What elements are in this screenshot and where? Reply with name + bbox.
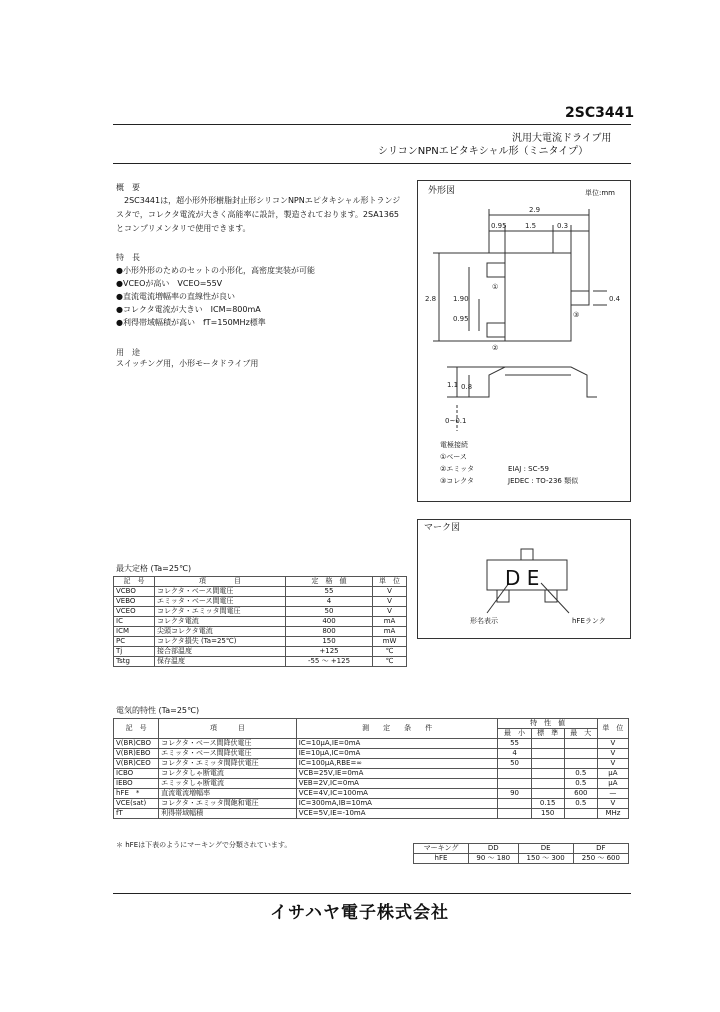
table-row bbox=[114, 617, 407, 627]
overview-heading: 概 要 bbox=[116, 183, 140, 192]
cell: VEBO bbox=[114, 597, 155, 607]
feature-item: ●利得帯域幅積が高い fT=150MHz標準 bbox=[116, 318, 266, 327]
cell: V(BR)CEO bbox=[114, 759, 159, 769]
cell: IEBO bbox=[114, 779, 159, 789]
cell: コレクタ・ベース間降伏電圧 bbox=[159, 739, 297, 749]
dim-h1: 1.90 bbox=[453, 295, 469, 303]
dim-width: 2.9 bbox=[529, 206, 541, 214]
header-cell: 項 目 bbox=[155, 577, 286, 587]
cell: ℃ bbox=[373, 647, 407, 657]
table-row bbox=[114, 657, 407, 667]
cell: Tj bbox=[114, 647, 155, 657]
cell: μA bbox=[597, 779, 628, 789]
cell: 利得帯域幅積 bbox=[159, 809, 297, 819]
table-row bbox=[414, 854, 629, 864]
cell: VCE=4V,IC=100mA bbox=[296, 789, 498, 799]
features-heading: 特 長 bbox=[116, 253, 140, 262]
subheader-cell: 標 準 bbox=[531, 729, 564, 739]
legend-item: ①ベース bbox=[440, 453, 467, 461]
cell: コレクタ損失 (Ta=25℃) bbox=[155, 637, 286, 647]
feature-item: ●小形外形のためのセットの小形化，高密度実装が可能 bbox=[116, 266, 315, 275]
cell: V bbox=[597, 749, 628, 759]
cell bbox=[531, 779, 564, 789]
dim-side3: 0~0.1 bbox=[445, 417, 467, 425]
applications-heading: 用 途 bbox=[116, 348, 140, 357]
cell: IC=100μA,RBE=∞ bbox=[296, 759, 498, 769]
elec-table bbox=[113, 718, 629, 819]
cell: 400 bbox=[286, 617, 373, 627]
header-cell: マーキング bbox=[414, 844, 469, 854]
marking-table bbox=[413, 843, 629, 864]
cell: 50 bbox=[286, 607, 373, 617]
cell: VCBO bbox=[114, 587, 155, 597]
cell bbox=[531, 749, 564, 759]
cell: 250 ～ 600 bbox=[573, 854, 628, 864]
cell: IE=10μA,IC=0mA bbox=[296, 749, 498, 759]
pin-2: ② bbox=[492, 344, 499, 352]
cell: 150 bbox=[531, 809, 564, 819]
subtitle-2: シリコンNPNエピタキシャル形（ミニタイプ） bbox=[378, 146, 589, 157]
legend-title: 電極接続 bbox=[440, 441, 468, 449]
cell: 600 bbox=[564, 789, 597, 799]
hfe-note: ＊ hFEは下表のようにマーキングで分類されています。 bbox=[116, 841, 292, 849]
cell: コレクタ・エミッタ間降伏電圧 bbox=[159, 759, 297, 769]
part-number: 2SC3441 bbox=[565, 105, 635, 121]
table-row bbox=[114, 627, 407, 637]
applications-text: スイッチング用，小形モータドライブ用 bbox=[116, 359, 259, 368]
cell: コレクタ・エミッタ間飽和電圧 bbox=[159, 799, 297, 809]
footer-rule bbox=[113, 893, 631, 894]
cell bbox=[498, 809, 531, 819]
cell: VEB=2V,IC=0mA bbox=[296, 779, 498, 789]
cell: IC=300mA,IB=10mA bbox=[296, 799, 498, 809]
cell: V bbox=[373, 607, 407, 617]
jedec-standard: JEDEC : TO-236 類似 bbox=[508, 477, 579, 485]
table-row bbox=[114, 597, 407, 607]
header-cell: DE bbox=[518, 844, 573, 854]
cell: +125 bbox=[286, 647, 373, 657]
cell bbox=[564, 749, 597, 759]
cell: 保存温度 bbox=[155, 657, 286, 667]
eiaj-standard: EIAJ : SC-59 bbox=[508, 465, 549, 473]
cell: 150 ～ 300 bbox=[518, 854, 573, 864]
pin-1: ① bbox=[492, 283, 499, 291]
cell: 800 bbox=[286, 627, 373, 637]
cell: IC bbox=[114, 617, 155, 627]
header-cell: DD bbox=[469, 844, 519, 854]
table-header-row bbox=[114, 577, 407, 587]
cell: 55 bbox=[286, 587, 373, 597]
cell: mW bbox=[373, 637, 407, 647]
dim-height: 2.8 bbox=[425, 295, 437, 303]
cell: エミッタ・ベース間降伏電圧 bbox=[159, 749, 297, 759]
table-row bbox=[114, 607, 407, 617]
table-row bbox=[114, 759, 629, 769]
table-row bbox=[114, 749, 629, 759]
cell: VCE(sat) bbox=[114, 799, 159, 809]
table-row bbox=[114, 779, 629, 789]
cell: 0.5 bbox=[564, 769, 597, 779]
header-cell: 測 定 条 件 bbox=[296, 719, 498, 739]
cell: 150 bbox=[286, 637, 373, 647]
cell bbox=[531, 769, 564, 779]
cell bbox=[531, 759, 564, 769]
outline-drawing bbox=[417, 195, 629, 445]
table-row bbox=[114, 587, 407, 597]
outline-unit: 単位:mm bbox=[585, 189, 615, 197]
dim-side2: 0.8 bbox=[461, 383, 473, 391]
cell: エミッタ・ベース間電圧 bbox=[155, 597, 286, 607]
cell: VCEO bbox=[114, 607, 155, 617]
cell bbox=[564, 739, 597, 749]
feature-item: ●VCEOが高い VCEO=55V bbox=[116, 279, 223, 288]
cell: -55 ～ +125 bbox=[286, 657, 373, 667]
cell: fT bbox=[114, 809, 159, 819]
cell bbox=[564, 759, 597, 769]
mark-chars: D E bbox=[505, 566, 540, 590]
cell: V bbox=[373, 587, 407, 597]
max-ratings-table bbox=[113, 576, 407, 667]
pin-3: ③ bbox=[573, 311, 580, 319]
company-name: イサハヤ電子株式会社 bbox=[270, 903, 449, 923]
dim-pitch2: 1.5 bbox=[525, 222, 537, 230]
cell: V(BR)CBO bbox=[114, 739, 159, 749]
subtitle-1: 汎用大電流ドライブ用 bbox=[512, 133, 612, 144]
header-cell: 単 位 bbox=[373, 577, 407, 587]
cell: VCE=5V,IE=-10mA bbox=[296, 809, 498, 819]
cell: hFE bbox=[414, 854, 469, 864]
cell: μA bbox=[597, 769, 628, 779]
cell: PC bbox=[114, 637, 155, 647]
cell: コレクタ電流 bbox=[155, 617, 286, 627]
mark-title: マーク図 bbox=[424, 523, 461, 533]
cell: hFE * bbox=[114, 789, 159, 799]
cell: IC=10μA,IE=0mA bbox=[296, 739, 498, 749]
table-row bbox=[114, 809, 629, 819]
header-cell: 項 目 bbox=[159, 719, 297, 739]
cell bbox=[564, 809, 597, 819]
cell: 0.5 bbox=[564, 799, 597, 809]
dim-pitch1: 0.95 bbox=[491, 222, 507, 230]
cell bbox=[498, 769, 531, 779]
outline-title: 外形図 bbox=[428, 186, 456, 196]
cell: V bbox=[597, 759, 628, 769]
cell bbox=[498, 779, 531, 789]
max-ratings-title: 最大定格 (Ta=25℃) bbox=[116, 564, 192, 573]
header-cell: 定 格 値 bbox=[286, 577, 373, 587]
cell: — bbox=[597, 789, 628, 799]
cell: コレクタ・ベース間電圧 bbox=[155, 587, 286, 597]
cell: V(BR)EBO bbox=[114, 749, 159, 759]
table-row bbox=[114, 637, 407, 647]
cell: 90 ～ 180 bbox=[469, 854, 519, 864]
cell: 4 bbox=[286, 597, 373, 607]
legend-item: ②エミッタ bbox=[440, 465, 475, 473]
cell bbox=[531, 789, 564, 799]
cell: ICM bbox=[114, 627, 155, 637]
feature-item: ●コレクタ電流が大きい ICM=800mA bbox=[116, 305, 261, 314]
dim-pitch3: 0.3 bbox=[557, 222, 569, 230]
cell: 接合部温度 bbox=[155, 647, 286, 657]
overview-line: スタで，コレクタ電流が大きく高能率に設計，製造されております。2SA1365 bbox=[116, 210, 400, 219]
header-rule-2 bbox=[113, 163, 631, 164]
header-cell: 特 性 値 bbox=[498, 719, 597, 729]
dim-side1: 1.1 bbox=[447, 381, 459, 389]
cell: V bbox=[597, 799, 628, 809]
header-cell: 記 号 bbox=[114, 719, 159, 739]
dim-lead: 0.4 bbox=[609, 295, 621, 303]
cell: mA bbox=[373, 627, 407, 637]
mark-label-right: hFEランク bbox=[572, 617, 606, 625]
table-row bbox=[114, 647, 407, 657]
table-row bbox=[114, 769, 629, 779]
cell: 0.5 bbox=[564, 779, 597, 789]
cell: 4 bbox=[498, 749, 531, 759]
cell: コレクタ・エミッタ間電圧 bbox=[155, 607, 286, 617]
cell: MHz bbox=[597, 809, 628, 819]
table-header-row bbox=[114, 719, 629, 729]
cell: V bbox=[597, 739, 628, 749]
mark-label-left: 形名表示 bbox=[470, 617, 498, 625]
cell: 50 bbox=[498, 759, 531, 769]
cell: V bbox=[373, 597, 407, 607]
cell bbox=[498, 799, 531, 809]
header-rule bbox=[113, 124, 631, 125]
feature-item: ●直流電流増幅率の直線性が良い bbox=[116, 292, 235, 301]
cell: ℃ bbox=[373, 657, 407, 667]
dim-h2: 0.95 bbox=[453, 315, 469, 323]
table-row bbox=[114, 789, 629, 799]
table-header-row bbox=[414, 844, 629, 854]
cell: 55 bbox=[498, 739, 531, 749]
cell: mA bbox=[373, 617, 407, 627]
legend-item: ③コレクタ bbox=[440, 477, 474, 485]
subheader-cell: 最 小 bbox=[498, 729, 531, 739]
elec-title: 電気的特性 (Ta=25℃) bbox=[116, 706, 200, 715]
header-cell: 記 号 bbox=[114, 577, 155, 587]
cell: 直流電流増幅率 bbox=[159, 789, 297, 799]
cell: Tstg bbox=[114, 657, 155, 667]
cell: VCB=25V,IE=0mA bbox=[296, 769, 498, 779]
header-cell: 単 位 bbox=[597, 719, 628, 739]
cell: 0.15 bbox=[531, 799, 564, 809]
cell: エミッタしゃ断電流 bbox=[159, 779, 297, 789]
overview-line: 2SC3441は，超小形外形樹脂封止形シリコンNPNエピタキシャル形トランジ bbox=[124, 196, 401, 205]
cell: コレクタしゃ断電流 bbox=[159, 769, 297, 779]
cell: 90 bbox=[498, 789, 531, 799]
subheader-cell: 最 大 bbox=[564, 729, 597, 739]
overview-line: とコンプリメンタリで使用できます。 bbox=[116, 224, 251, 233]
cell: ICBO bbox=[114, 769, 159, 779]
table-row bbox=[114, 799, 629, 809]
header-cell: DF bbox=[573, 844, 628, 854]
cell bbox=[531, 739, 564, 749]
table-row bbox=[114, 739, 629, 749]
cell: 尖頭コレクタ電流 bbox=[155, 627, 286, 637]
